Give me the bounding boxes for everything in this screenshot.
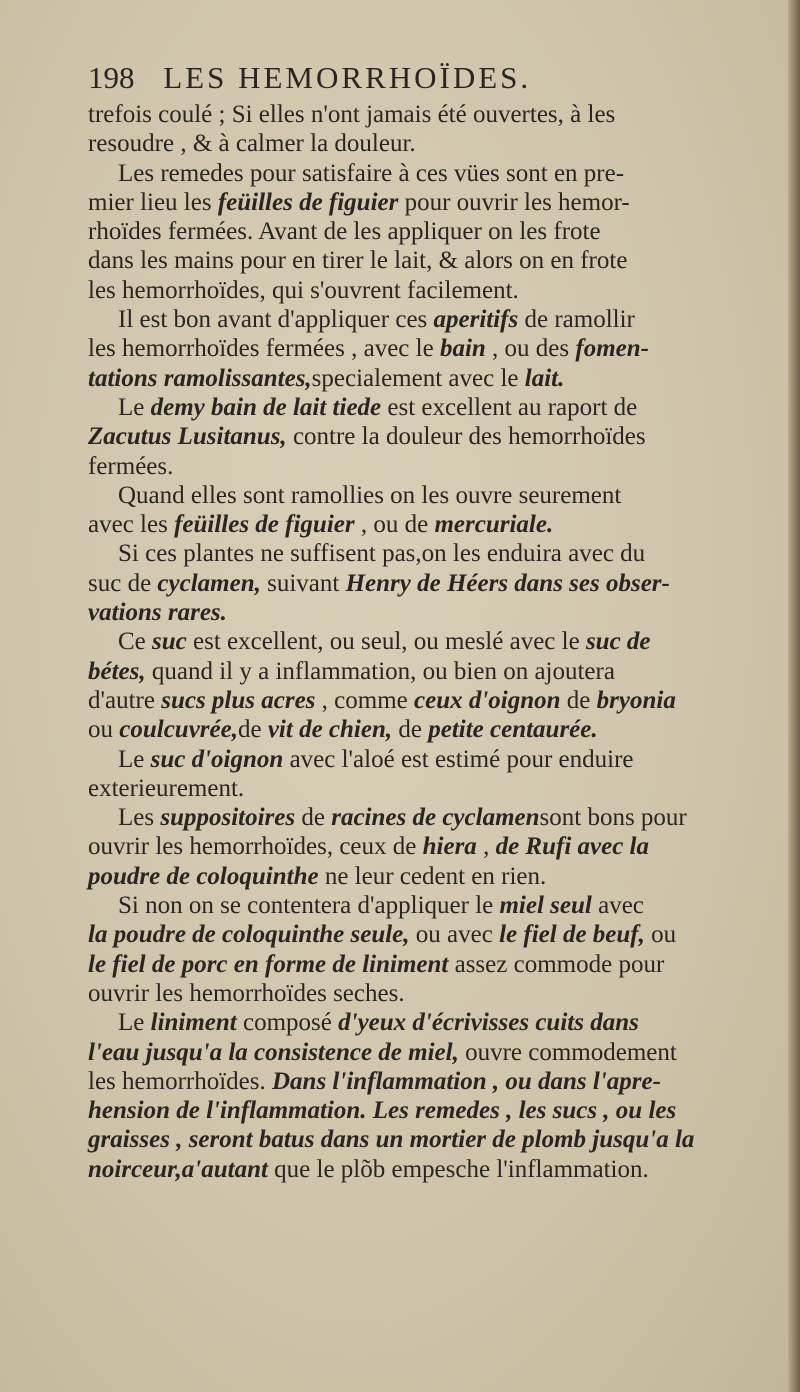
italic-text: suc xyxy=(152,628,187,656)
text-segment: Les remedes pour satisfaire à ces vües sont en pre- xyxy=(118,159,625,187)
text-segment: d'autre xyxy=(88,686,162,714)
text-line xyxy=(88,950,758,979)
text-line xyxy=(88,686,758,715)
italic-text: feüilles de figuier xyxy=(217,188,399,216)
text-line xyxy=(88,803,758,832)
text-segment: , ou des xyxy=(485,335,576,363)
italic-text: vations rares. xyxy=(88,599,227,627)
text-segment: de xyxy=(237,716,268,744)
italic-text: feüilles de figuier xyxy=(174,511,355,539)
italic-text: le fiel de porc en forme de liniment xyxy=(88,950,449,978)
italic-text: demy bain de lait tiede xyxy=(150,393,382,421)
text-line xyxy=(88,364,758,393)
italic-text: l'eau jusqu'a la consistence de miel, xyxy=(88,1038,459,1066)
text-line xyxy=(88,159,758,188)
text-segment: de xyxy=(560,686,597,714)
italic-text: tations ramolissantes, xyxy=(88,364,312,392)
text-segment: Les xyxy=(118,804,161,832)
italic-text: bétes, xyxy=(88,657,146,685)
text-segment: resoudre , & à calmer la douleur. xyxy=(88,130,416,158)
text-segment: les hemorrhoïdes. xyxy=(88,1067,272,1095)
text-segment: dans les mains pour en tirer le lait, & alors on en frote xyxy=(88,247,628,275)
text-line xyxy=(88,510,758,539)
text-line xyxy=(88,246,758,275)
italic-text: fomen- xyxy=(575,335,649,363)
text-line xyxy=(88,715,758,744)
text-segment: contre la douleur des hemorrhoïdes xyxy=(286,423,646,451)
text-line xyxy=(88,569,758,598)
italic-text: cyclamen, xyxy=(157,569,261,597)
text-line xyxy=(88,422,758,451)
italic-text: ceux d'oignon xyxy=(414,686,561,714)
text-segment: Le xyxy=(118,745,151,773)
text-line xyxy=(88,334,758,363)
italic-text: suc d'oignon xyxy=(150,745,284,773)
text-segment: rhoïdes fermées. Avant de les appliquer on les frote xyxy=(88,218,601,246)
text-segment: avec l'aloé est estimé pour enduire xyxy=(283,745,634,773)
italic-text: miel seul xyxy=(499,892,592,920)
text-segment: ouvrir les hemorrhoïdes seches. xyxy=(88,979,405,1007)
italic-text: suc de xyxy=(585,628,651,656)
text-line xyxy=(88,100,758,129)
text-line xyxy=(88,1038,758,1067)
text-line xyxy=(88,305,758,334)
text-segment: les hemorrhoïdes fermées , avec le xyxy=(88,335,440,363)
text-line xyxy=(88,1125,758,1154)
body-text xyxy=(88,100,758,1184)
text-line xyxy=(88,1096,758,1125)
running-header xyxy=(88,60,728,100)
running-title: LES HEMORRHOÏDES. xyxy=(163,60,532,95)
text-segment: ou xyxy=(644,921,677,949)
text-segment: ouvre commodement xyxy=(458,1038,677,1066)
page-number: 198 xyxy=(88,60,135,95)
text-segment: ou avec xyxy=(409,921,500,949)
text-segment: de ramollir xyxy=(518,306,635,334)
text-line xyxy=(88,598,758,627)
text-segment: fermées. xyxy=(88,452,174,480)
italic-text: racines de cyclamen xyxy=(331,804,540,832)
italic-text: noirceur,a'autant xyxy=(88,1155,268,1183)
italic-text: Henry de Héers dans ses obser- xyxy=(345,569,670,597)
italic-text: vit de chien, xyxy=(267,716,393,744)
text-segment: , comme xyxy=(315,686,414,714)
italic-text: aperitifs xyxy=(433,306,519,334)
italic-text: suppositoires xyxy=(160,804,296,832)
text-segment: Le xyxy=(118,393,151,421)
italic-text: hension de l'inflammation. Les remedes , les sucs , ou les xyxy=(88,1097,677,1125)
text-line xyxy=(88,832,758,861)
text-segment: Ce xyxy=(118,628,153,656)
italic-text: coulcuvrée, xyxy=(119,716,238,744)
text-line xyxy=(88,393,758,422)
italic-text: d'yeux d'écrivisses cuits dans xyxy=(338,1009,639,1037)
text-segment: avec les xyxy=(88,511,175,539)
text-line xyxy=(88,774,758,803)
text-segment: suc de xyxy=(88,569,158,597)
page-edge xyxy=(788,0,800,1392)
text-segment: Le xyxy=(118,1009,151,1037)
italic-text: Dans l'inflammation , ou dans l'apre- xyxy=(271,1067,661,1095)
text-line xyxy=(88,539,758,568)
text-line xyxy=(88,891,758,920)
text-line xyxy=(88,1008,758,1037)
italic-text: bain xyxy=(439,335,486,363)
italic-text: hiera xyxy=(422,833,477,861)
text-line xyxy=(88,657,758,686)
text-segment: de xyxy=(392,716,429,744)
italic-text: liniment xyxy=(150,1009,237,1037)
text-line xyxy=(88,481,758,510)
text-segment: est excellent au raport de xyxy=(381,393,638,421)
text-segment: assez commode pour xyxy=(448,950,665,978)
italic-text: de Rufi avec la xyxy=(495,833,649,861)
italic-text: la poudre de coloquinthe seule, xyxy=(88,921,410,949)
text-segment: suivant xyxy=(260,569,346,597)
text-line xyxy=(88,745,758,774)
text-segment: exterieurement. xyxy=(88,774,245,802)
text-segment: Quand elles sont ramollies on les ouvre seurement xyxy=(118,481,622,509)
text-segment: sont bons pour xyxy=(539,804,687,832)
text-segment: ouvrir les hemorrhoïdes, ceux de xyxy=(88,833,423,861)
text-segment: , ou de xyxy=(354,511,435,539)
text-segment: que le plõb empesche l'inflammation. xyxy=(267,1155,649,1183)
text-segment: , xyxy=(476,833,496,861)
text-segment: mier lieu les xyxy=(88,188,218,216)
text-line xyxy=(88,920,758,949)
text-segment: Si ces plantes ne suffisent pas,on les enduira avec du xyxy=(118,540,646,568)
text-segment: est excellent, ou seul, ou meslé avec le xyxy=(186,628,586,656)
italic-text: sucs plus acres xyxy=(161,686,316,714)
text-segment: Si non on se contentera d'appliquer le xyxy=(118,892,500,920)
text-line xyxy=(88,276,758,305)
text-line xyxy=(88,1067,758,1096)
italic-text: poudre de coloquinthe xyxy=(88,862,319,890)
text-line xyxy=(88,452,758,481)
italic-text: le fiel de beuf, xyxy=(499,921,645,949)
text-segment: avec xyxy=(591,892,644,920)
text-segment: Il est bon avant d'appliquer ces xyxy=(118,306,434,334)
text-segment: pour ouvrir les hemor- xyxy=(398,188,630,216)
text-segment: ne leur cedent en rien. xyxy=(318,862,547,890)
text-line xyxy=(88,129,758,158)
text-line xyxy=(88,979,758,1008)
italic-text: graisses , seront batus dans un mortier de plomb jusqu'a la xyxy=(88,1126,695,1154)
italic-text: bryonia xyxy=(596,686,676,714)
text-line xyxy=(88,188,758,217)
italic-text: petite centaurée. xyxy=(428,716,598,744)
text-segment: de xyxy=(295,804,332,832)
text-line xyxy=(88,627,758,656)
text-segment: trefois coulé ; Si elles n'ont jamais été ouvertes, à les xyxy=(88,101,616,128)
text-segment: composé xyxy=(236,1009,339,1037)
italic-text: mercuriale. xyxy=(434,511,554,539)
text-line xyxy=(88,862,758,891)
text-line xyxy=(88,217,758,246)
text-line xyxy=(88,1155,758,1184)
text-segment: specialement avec le xyxy=(311,364,525,392)
text-segment: les hemorrhoïdes, qui s'ouvrent facilement. xyxy=(88,276,519,304)
text-segment: ou xyxy=(88,716,120,744)
italic-text: lait. xyxy=(524,364,565,392)
text-segment: quand il y a inflammation, ou bien on ajoutera xyxy=(145,657,615,685)
italic-text: Zacutus Lusitanus, xyxy=(88,423,287,451)
